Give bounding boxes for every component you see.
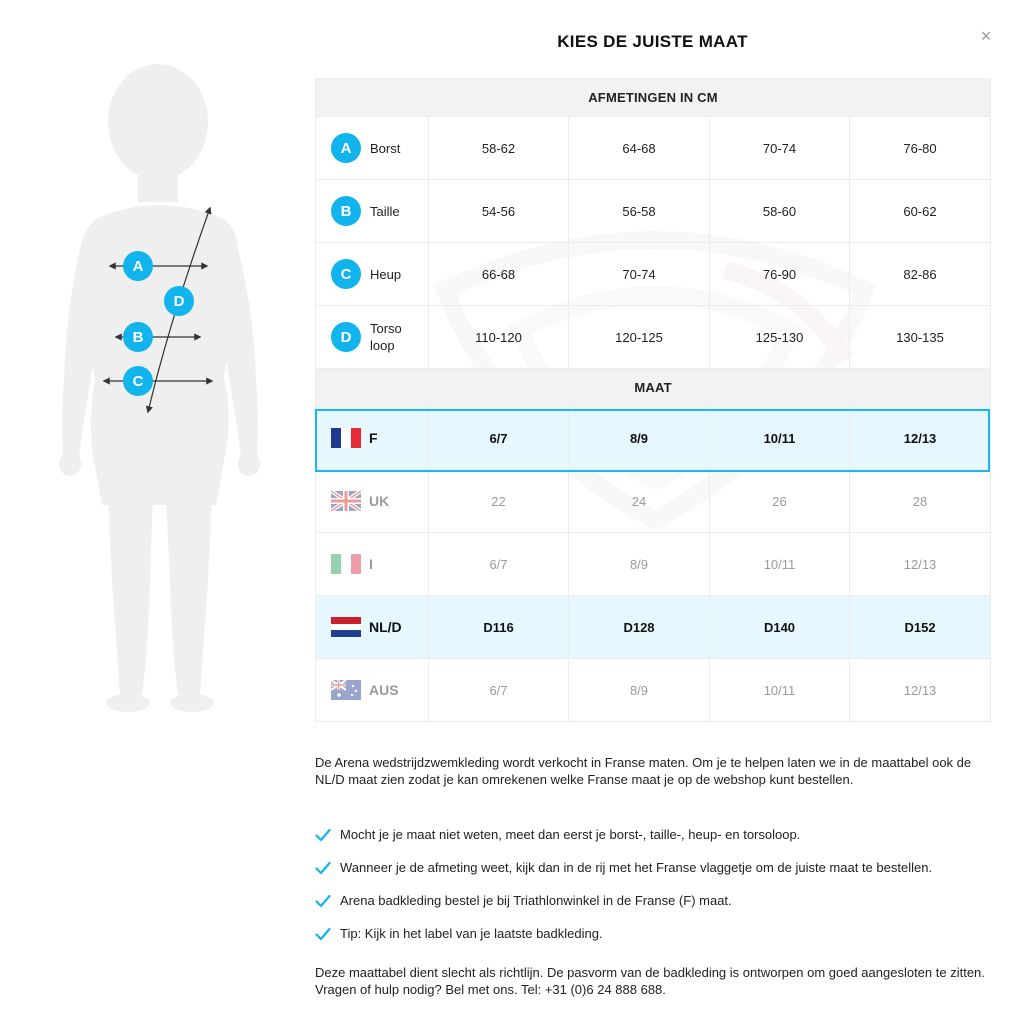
size-row-uk	[316, 470, 991, 533]
italy-flag-icon	[331, 554, 361, 574]
table-cell: 6/7	[429, 533, 569, 596]
figure-marker-a: A	[132, 258, 144, 275]
list-item	[315, 884, 990, 917]
list-item	[315, 818, 990, 851]
table-cell: 76-80	[850, 117, 991, 180]
table-cell: 10/11	[710, 407, 850, 470]
list-item	[315, 851, 990, 884]
table-cell: D116	[429, 596, 569, 659]
table-cell: 58-62	[429, 117, 569, 180]
check-icon	[315, 894, 331, 908]
measurement-row-hip	[316, 243, 991, 306]
table-cell: 22	[429, 470, 569, 533]
table-cell: 28	[850, 470, 991, 533]
table-cell: 24	[569, 470, 710, 533]
table-cell: 8/9	[569, 659, 710, 722]
table-cell: 10/11	[710, 533, 850, 596]
table-cell: D152	[850, 596, 991, 659]
size-system-label: I	[369, 556, 373, 572]
table-cell: 66-68	[429, 243, 569, 306]
table-cell: 82-86	[850, 243, 991, 306]
table-cell: D140	[710, 596, 850, 659]
marker-b-badge: B	[331, 196, 361, 226]
uk-flag-icon	[331, 491, 361, 511]
table-cell: 70-74	[710, 117, 850, 180]
table-cell: 8/9	[569, 407, 710, 470]
modal-title: KIES DE JUISTE MAAT	[557, 32, 748, 51]
tip-text: Wanneer je de afmeting weet, kijk dan in de rij met het Franse vlaggetje om de juiste maat te bestellen.	[340, 860, 933, 875]
measurement-label: Heup	[370, 266, 402, 282]
table-cell: 12/13	[850, 659, 991, 722]
size-row-italy	[316, 533, 991, 596]
measurement-row-bust	[316, 117, 991, 180]
table-cell: 130-135	[850, 306, 991, 369]
size-chart-table	[315, 78, 991, 722]
table-cell: 56-58	[569, 180, 710, 243]
figure-marker-b: B	[132, 329, 144, 346]
table-cell: 120-125	[569, 306, 710, 369]
tip-text: Tip: Kijk in het label van je laatste badkleding.	[340, 926, 603, 941]
size-row-netherlands	[316, 596, 991, 659]
table-cell: 26	[710, 470, 850, 533]
table-cell: 6/7	[429, 407, 569, 470]
table-cell: 64-68	[569, 117, 710, 180]
marker-c-badge: C	[331, 259, 361, 289]
size-system-label: F	[369, 430, 378, 446]
tip-text: Mocht je je maat niet weten, meet dan eerst je borst-, taille-, heup- en torsoloop.	[340, 827, 801, 842]
netherlands-flag-icon	[331, 617, 361, 637]
table-cell: D128	[569, 596, 710, 659]
table-cell: 125-130	[710, 306, 850, 369]
disclaimer-text: Deze maattabel dient slecht als richtlijn. De pasvorm van de badkleding is ontworpen om goed aangesloten te zitten. Vragen of hulp nodig? Bel met ons. Tel: +31 (0)6 24 888 688.	[315, 965, 985, 997]
table-cell: 60-62	[850, 180, 991, 243]
figure-marker-d: D	[173, 293, 185, 310]
tips-list	[315, 818, 990, 950]
size-system-label: NL/D	[369, 619, 402, 635]
size-system-label: AUS	[369, 682, 399, 698]
table-cell: 110-120	[429, 306, 569, 369]
sizes-heading: MAAT	[316, 369, 991, 407]
table-cell: 58-60	[710, 180, 850, 243]
sizes-heading-row	[316, 369, 991, 407]
table-cell: 6/7	[429, 659, 569, 722]
figure-marker-c: C	[132, 373, 144, 390]
size-row-australia	[316, 659, 991, 722]
measurement-label: Taille	[370, 203, 400, 219]
intro-text: De Arena wedstrijdzwemkleding wordt verkocht in Franse maten. Om je te helpen laten we in de maattabel ook de NL/D maat zien zodat je kan omrekenen welke Franse maat je op de webshop kunt bestellen.	[315, 755, 972, 787]
measurements-heading: AFMETINGEN IN CM	[316, 79, 991, 117]
tip-text: Arena badkleding bestel je bij Triathlonwinkel in de Franse (F) maat.	[340, 893, 732, 908]
table-cell: 12/13	[850, 407, 991, 470]
close-button[interactable]: ×	[980, 26, 992, 46]
australia-flag-icon	[331, 680, 361, 700]
check-icon	[315, 861, 331, 875]
measurement-label: Borst	[370, 140, 401, 156]
measurement-row-waist	[316, 180, 991, 243]
body-measurement-figure	[50, 60, 270, 720]
measurement-label: Torso loop	[370, 321, 402, 353]
size-row-france	[316, 407, 991, 470]
table-cell: 10/11	[710, 659, 850, 722]
marker-d-badge: D	[331, 322, 361, 352]
measurement-row-torso	[316, 306, 991, 369]
measurements-heading-row	[316, 79, 991, 117]
marker-a-badge: A	[331, 133, 361, 163]
size-system-label: UK	[369, 493, 390, 509]
table-cell: 76-90	[710, 243, 850, 306]
france-flag-icon	[331, 428, 361, 448]
table-cell: 12/13	[850, 533, 991, 596]
check-icon	[315, 927, 331, 941]
list-item	[315, 917, 990, 950]
check-icon	[315, 828, 331, 842]
table-cell: 70-74	[569, 243, 710, 306]
table-cell: 54-56	[429, 180, 569, 243]
table-cell: 8/9	[569, 533, 710, 596]
